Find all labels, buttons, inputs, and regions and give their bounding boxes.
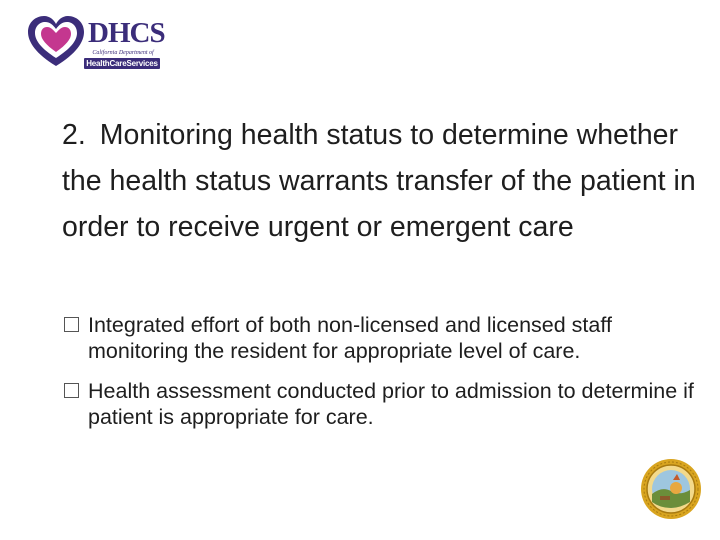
bullet-text: Health assessment conducted prior to admission to determine if patient is appropriate for care.: [88, 379, 694, 429]
heading-number: 2.: [62, 119, 86, 151]
logo-subtitle: California Department of: [92, 50, 154, 56]
bullet-list: [62, 312, 702, 444]
bullet-text: Integrated effort of both non-licensed and licensed staff monitoring the resident for appropriate level of care.: [88, 313, 612, 363]
logo-banner-text: HealthCareServices: [86, 59, 158, 68]
slide-heading: [62, 112, 702, 250]
square-bullet-icon: [64, 383, 79, 398]
square-bullet-icon: [64, 317, 79, 332]
heart-logo-icon: [26, 14, 88, 70]
bullet-item: [62, 378, 702, 430]
california-state-seal-icon: [640, 458, 702, 520]
bullet-item: [62, 312, 702, 364]
logo-banner: [84, 58, 160, 69]
logo-wordmark: DHCS: [88, 17, 165, 49]
heading-text: Monitoring health status to determine whether the health status warrants transfer of the patient in order to receive urgent or emergent care: [62, 119, 696, 243]
dhcs-logo: [26, 14, 165, 70]
